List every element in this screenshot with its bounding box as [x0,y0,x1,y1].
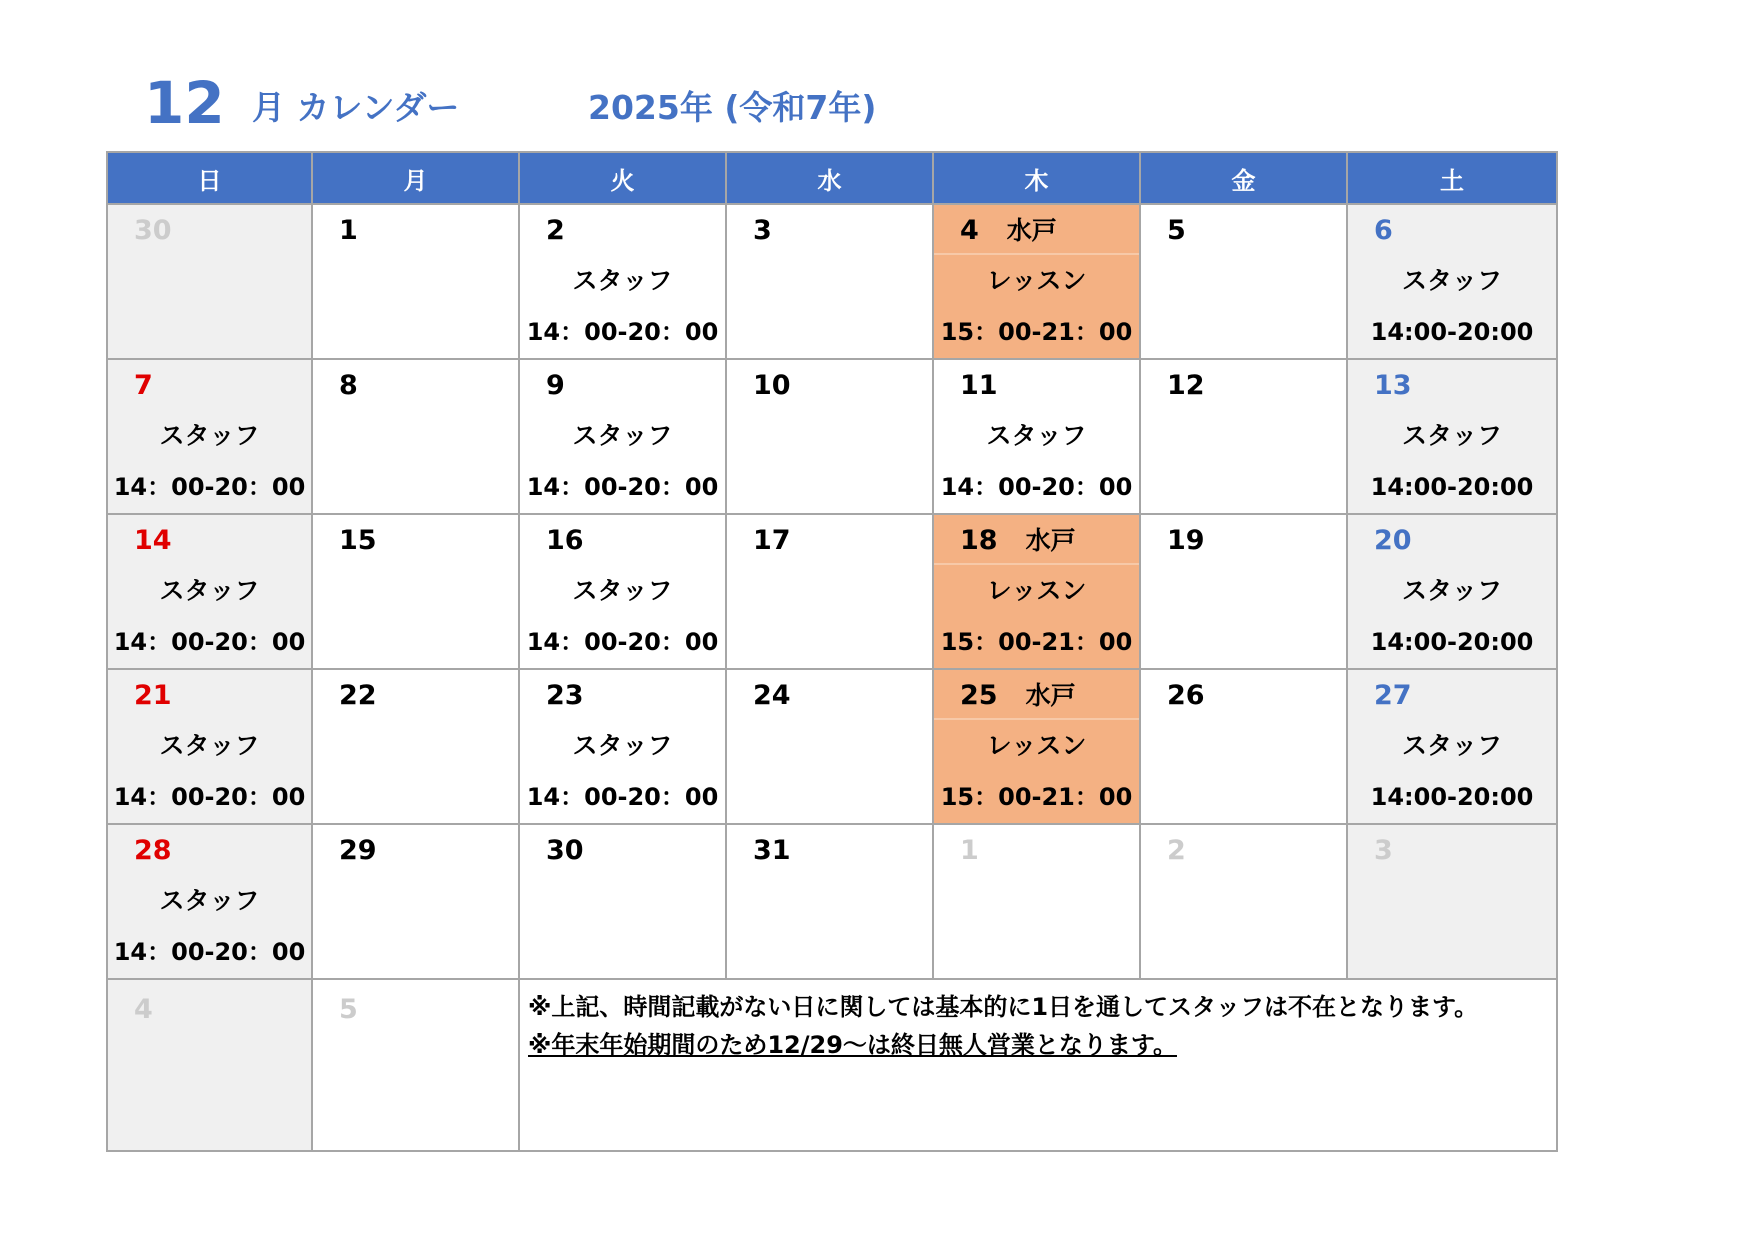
day-number: 11 [960,370,998,401]
day-cell [519,824,726,979]
weekday-header-row [107,152,1557,204]
staff-label: スタッフ [572,421,673,450]
day-cell [1347,204,1557,359]
day-cell [1347,514,1557,669]
day-number: 10 [753,370,791,401]
staff-time: 14:00-20:00 [1370,783,1534,811]
day-number: 3 [1374,835,1393,866]
day-cell [933,824,1140,979]
week-row [107,669,1557,824]
day-number: 7 [134,370,153,401]
location-label: 水戸 [1025,526,1076,555]
day-number: 27 [1374,680,1412,711]
day-cell [107,204,312,359]
day-cell [1140,669,1347,824]
note-no-staff: ※上記、時間記載がない日に関しては基本的に1日を通してスタッフは不在となります。 [528,993,1479,1021]
staff-time: 14：00-20：00 [940,473,1133,501]
staff-time: 14：00-20：00 [113,473,306,501]
week-row [107,824,1557,979]
lesson-time: 15：00-21：00 [940,628,1133,656]
day-cell [1347,824,1557,979]
staff-time: 14：00-20：00 [113,628,306,656]
day-number: 18 水戸 [960,525,1076,556]
staff-time: 14:00-20:00 [1370,628,1534,656]
day-number: 12 [1167,370,1205,401]
weekday-tue: 火 [519,152,726,204]
day-number: 25 水戸 [960,680,1076,711]
day-number: 13 [1374,370,1412,401]
day-cell [312,514,519,669]
day-cell [726,359,933,514]
day-number: 30 [546,835,584,866]
day-number: 9 [546,370,565,401]
staff-time: 14:00-20:00 [1370,473,1534,501]
day-cell [519,669,726,824]
day-number: 1 [339,215,358,246]
day-cell [1140,204,1347,359]
day-number: 1 [960,835,979,866]
day-cell [312,359,519,514]
week-row [107,204,1557,359]
weekday-mon: 月 [312,152,519,204]
staff-label: スタッフ [159,421,260,450]
day-cell [312,979,519,1151]
day-number: 2 [1167,835,1186,866]
weekday-thu: 木 [933,152,1140,204]
day-number: 4 [134,994,153,1025]
location-label: 水戸 [1025,681,1076,710]
day-cell [107,824,312,979]
location-label: 水戸 [1006,216,1057,245]
year-label: 2025年 (令和7年) [588,88,877,127]
week-row [107,979,1557,1151]
staff-time: 14：00-20：00 [113,783,306,811]
day-number: 30 [134,215,172,246]
weekday-sat: 土 [1347,152,1557,204]
staff-label: スタッフ [572,731,673,760]
day-number: 31 [753,835,791,866]
day-number: 6 [1374,215,1393,246]
staff-label: スタッフ [572,576,673,605]
lesson-time: 15：00-21：00 [940,318,1133,346]
lesson-label: レッスン [986,576,1087,605]
day-number: 14 [134,525,172,556]
staff-label: スタッフ [986,421,1087,450]
month-number: 12 [144,69,225,137]
lesson-day-cell [933,514,1140,669]
day-number: 15 [339,525,377,556]
day-cell [519,204,726,359]
staff-time: 14：00-20：00 [526,783,719,811]
notes-cell [519,979,1557,1151]
day-number: 5 [339,994,358,1025]
staff-label: スタッフ [159,731,260,760]
staff-label: スタッフ [1401,731,1502,760]
day-number: 23 [546,680,584,711]
staff-label: スタッフ [159,886,260,915]
day-cell [107,979,312,1151]
day-number: 4 水戸 [960,215,1057,246]
staff-label: スタッフ [159,576,260,605]
day-cell [1140,824,1347,979]
cell-divider [934,563,1139,565]
staff-time: 14:00-20:00 [1370,318,1534,346]
staff-time: 14：00-20：00 [113,938,306,966]
day-number: 26 [1167,680,1205,711]
day-number: 29 [339,835,377,866]
day-number: 21 [134,680,172,711]
day-cell [1347,669,1557,824]
staff-label: スタッフ [1401,421,1502,450]
day-cell [1140,514,1347,669]
weekday-wed: 水 [726,152,933,204]
day-number: 3 [753,215,772,246]
day-cell [1140,359,1347,514]
staff-time: 14：00-20：00 [526,318,719,346]
day-number: 20 [1374,525,1412,556]
lesson-label: レッスン [986,731,1087,760]
day-number: 28 [134,835,172,866]
day-cell [312,204,519,359]
day-number: 2 [546,215,565,246]
day-cell [107,514,312,669]
cell-divider [934,718,1139,720]
day-cell [726,514,933,669]
day-cell [107,359,312,514]
day-number: 8 [339,370,358,401]
calendar-grid [106,151,1558,1152]
day-cell [1347,359,1557,514]
day-cell [519,514,726,669]
month-label: 月 カレンダー [252,88,460,127]
lesson-day-cell [933,669,1140,824]
day-cell [107,669,312,824]
day-cell [519,359,726,514]
staff-time: 14：00-20：00 [526,473,719,501]
week-row [107,359,1557,514]
lesson-time: 15：00-21：00 [940,783,1133,811]
day-number: 17 [753,525,791,556]
weekday-fri: 金 [1140,152,1347,204]
staff-label: スタッフ [1401,266,1502,295]
staff-time: 14：00-20：00 [526,628,719,656]
day-number: 22 [339,680,377,711]
lesson-day-cell [933,204,1140,359]
weekday-sun: 日 [107,152,312,204]
calendar-title [0,0,1754,140]
day-number: 5 [1167,215,1186,246]
day-cell [312,824,519,979]
note-year-end: ※年末年始期間のため12/29～は終日無人営業となります。 [528,1031,1177,1059]
day-cell [726,824,933,979]
day-cell [312,669,519,824]
week-row [107,514,1557,669]
staff-label: スタッフ [572,266,673,295]
day-cell [726,204,933,359]
day-number: 24 [753,680,791,711]
day-number: 16 [546,525,584,556]
lesson-label: レッスン [986,266,1087,295]
day-cell [726,669,933,824]
cell-divider [934,253,1139,255]
day-cell [933,359,1140,514]
staff-label: スタッフ [1401,576,1502,605]
day-number: 19 [1167,525,1205,556]
